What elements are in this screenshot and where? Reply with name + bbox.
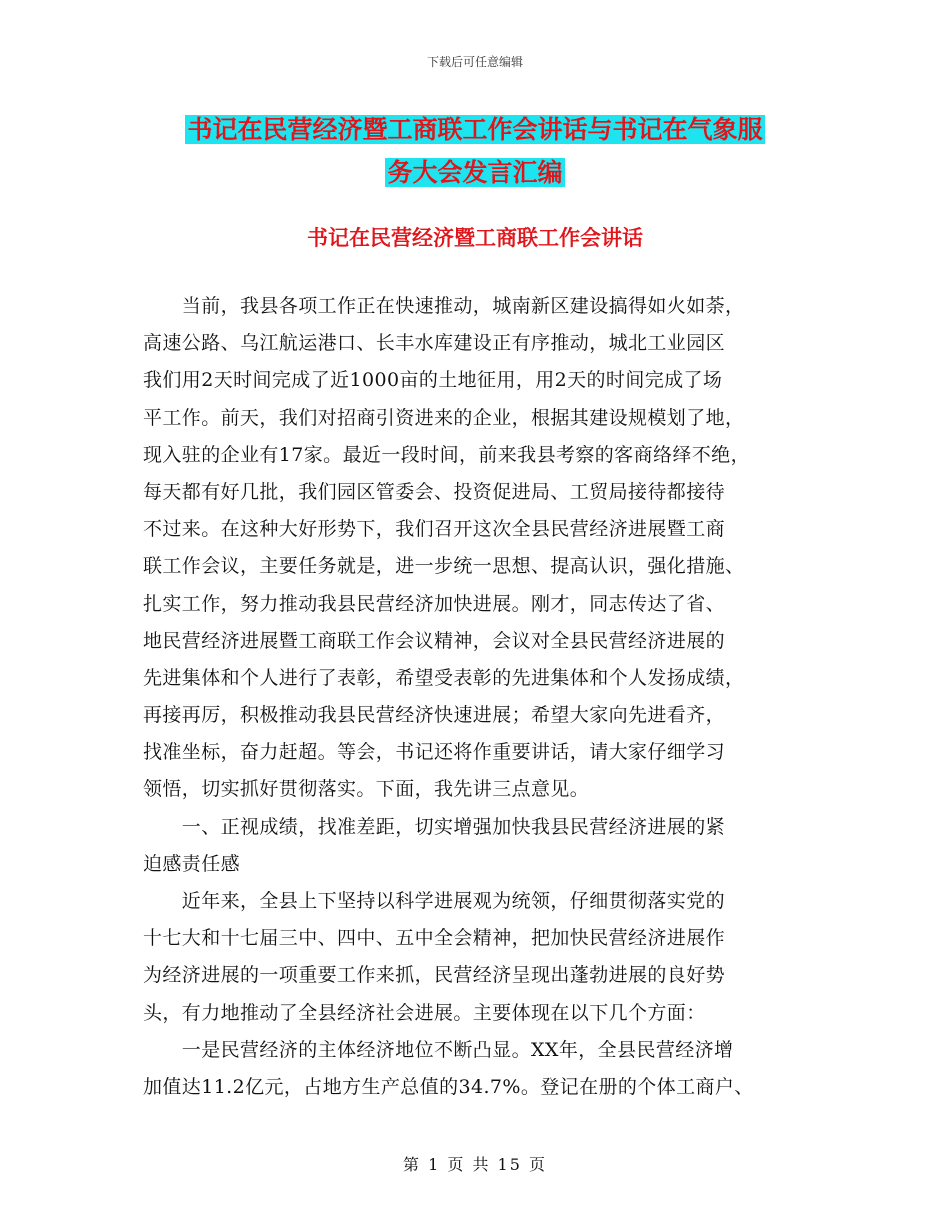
body-line: 每天都有好几批，我们园区管委会、投资促进局、工贸局接待都接待	[143, 480, 726, 503]
body-line: 高速公路、乌江航运港口、长丰水库建设正有序推动，城北工业园区	[143, 332, 726, 355]
body-line: 当前，我县各项工作正在快速推动，城南新区建设搞得如火如荼，	[143, 295, 745, 317]
body-line: 迫感责任感	[143, 852, 241, 875]
body-text	[143, 288, 823, 1106]
body-line: 扎实工作，努力推动我县民营经济加快进展。刚才，同志传达了省、	[143, 592, 726, 615]
document-title-line-2	[0, 157, 950, 189]
body-line: 加值达11.2亿元，占地方生产总值的34.7%。登记在册的个体工商户、	[143, 1075, 754, 1098]
body-line: 现入驻的企业有17家。最近一段时间，前来我县考察的客商络绎不绝，	[143, 443, 750, 466]
body-line: 找准坐标，奋力赶超。等会，书记还将作重要讲话，请大家仔细学习	[143, 741, 726, 764]
body-line: 一、正视成绩，找准差距，切实增强加快我县民营经济进展的紧	[143, 815, 726, 838]
body-line: 平工作。前天，我们对招商引资进来的企业，根据其建设规模划了地，	[143, 406, 745, 429]
body-line: 头，有力地推动了全县经济社会进展。主要体现在以下几个方面：	[143, 1001, 706, 1024]
body-line: 再接再厉，积极推动我县民营经济快速进展；希望大家向先进看齐，	[143, 704, 726, 727]
title-highlight-1: 书记在民营经济暨工商联工作会讲话与书记在气象服	[187, 115, 763, 144]
body-line: 联工作会议，主要任务就是，进一步统一思想、提高认识，强化措施、	[143, 555, 745, 578]
page-number-footer: 第 1 页 共 15 页	[403, 1155, 547, 1174]
body-line: 近年来，全县上下坚持以科学进展观为统领，仔细贯彻落实党的	[143, 890, 726, 912]
page-header: 下载后可任意编辑	[426, 55, 523, 69]
document-title-line-1	[0, 114, 950, 146]
body-line: 为经济进展的一项重要工作来抓，民营经济呈现出蓬勃进展的良好势	[143, 964, 726, 987]
title-highlight-2: 务大会发言汇编	[387, 158, 563, 187]
body-line: 领悟，切实抓好贯彻落实。下面，我先讲三点意见。	[143, 778, 590, 801]
body-line: 十七大和十七届三中、四中、五中全会精神，把加快民营经济进展作	[143, 927, 726, 950]
body-line: 不过来。在这种大好形势下，我们召开这次全县民营经济进展暨工商	[143, 518, 726, 541]
body-line: 地民营经济进展暨工商联工作会议精神，会议对全县民营经济进展的	[143, 629, 726, 652]
body-line: 一是民营经济的主体经济地位不断凸显。XX年，全县民营经济增	[143, 1038, 734, 1061]
body-line: 我们用2天时间完成了近1000亩的土地征用，用2天的时间完成了场	[143, 369, 723, 392]
body-line: 先进集体和个人进行了表彰，希望受表彰的先进集体和个人发扬成绩，	[143, 666, 745, 689]
section-title: 书记在民营经济暨工商联工作会讲话	[307, 225, 643, 250]
